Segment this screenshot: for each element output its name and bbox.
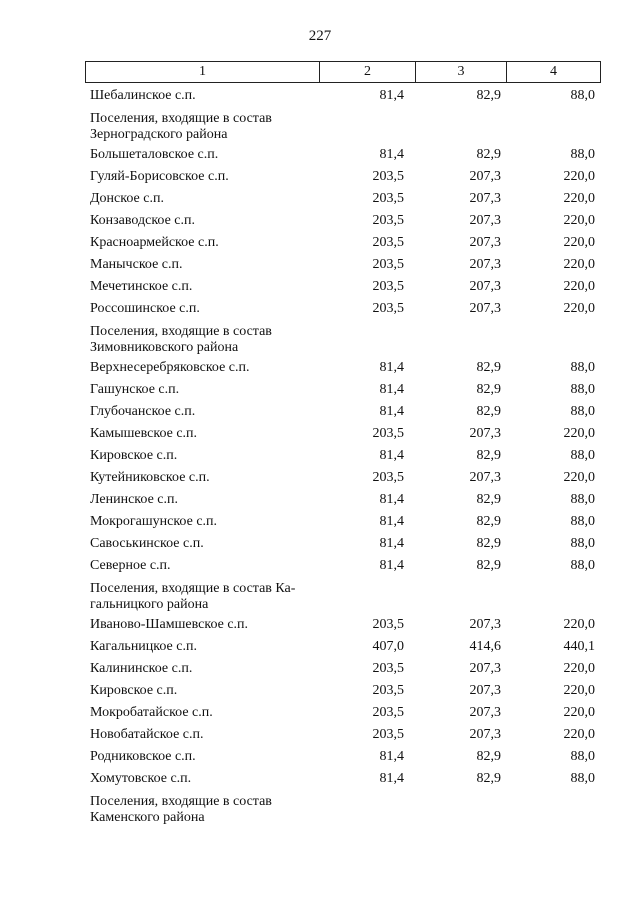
section-heading: Поселения, входящие в состав Зимовниковского района [90,324,272,355]
value-c4: 88,0 [570,382,595,397]
value-c3: 82,9 [476,749,501,764]
value-c2: 81,4 [379,88,404,103]
value-c3: 207,3 [469,169,501,184]
table-row [85,746,600,768]
table-row [85,511,600,533]
value-c4: 220,0 [563,235,595,250]
value-c3: 82,9 [476,771,501,786]
table-row [85,636,600,658]
settlement-name: Донское с.п. [90,191,164,206]
section-heading: Поселения, входящие в состав Каменского района [90,794,272,825]
value-c4: 220,0 [563,426,595,441]
settlement-name: Кагальницкое с.п. [90,639,197,654]
value-c4: 220,0 [563,470,595,485]
value-c4: 88,0 [570,404,595,419]
value-c3: 82,9 [476,147,501,162]
value-c2: 81,4 [379,147,404,162]
value-c3: 207,3 [469,470,501,485]
value-c4: 220,0 [563,705,595,720]
value-c4: 88,0 [570,558,595,573]
table-header [85,61,601,83]
settlement-name: Родниковское с.п. [90,749,196,764]
table-body [85,85,600,827]
section-heading: Поселения, входящие в состав Зерноградского района [90,111,272,142]
value-c2: 81,4 [379,448,404,463]
settlement-name: Кировское с.п. [90,683,178,698]
value-c2: 203,5 [372,191,404,206]
value-c3: 207,3 [469,301,501,316]
settlement-name: Новобатайское с.п. [90,727,204,742]
value-c2: 81,4 [379,360,404,375]
value-c4: 88,0 [570,492,595,507]
value-c4: 88,0 [570,514,595,529]
settlement-name: Хомутовское с.п. [90,771,192,786]
table-row [85,232,600,254]
value-c2: 203,5 [372,426,404,441]
page-number: 227 [308,28,332,44]
value-c2: 81,4 [379,382,404,397]
value-c2: 203,5 [372,470,404,485]
value-c2: 203,5 [372,279,404,294]
settlement-name: Красноармейское с.п. [90,235,219,250]
settlement-name: Ленинское с.п. [90,492,178,507]
column-header-2: 2 [320,62,416,83]
settlement-name: Савоськинское с.п. [90,536,204,551]
table-row [85,379,600,401]
value-c2: 203,5 [372,257,404,272]
value-c2: 81,4 [379,514,404,529]
settlement-name: Иваново-Шамшевское с.п. [90,617,249,632]
settlement-name: Гашунское с.п. [90,382,180,397]
value-c4: 88,0 [570,536,595,551]
value-c3: 82,9 [476,448,501,463]
value-c4: 220,0 [563,301,595,316]
section-heading-row [85,790,600,827]
table-row [85,276,600,298]
value-c2: 81,4 [379,536,404,551]
table-row [85,555,600,577]
table-row [85,298,600,320]
value-c4: 88,0 [570,771,595,786]
value-c2: 203,5 [372,169,404,184]
section-heading-row [85,107,600,144]
value-c4: 220,0 [563,683,595,698]
value-c3: 82,9 [476,558,501,573]
settlement-name: Мокробатайское с.п. [90,705,213,720]
value-c2: 81,4 [379,749,404,764]
table-row [85,210,600,232]
value-c3: 82,9 [476,360,501,375]
value-c3: 82,9 [476,536,501,551]
value-c3: 207,3 [469,235,501,250]
value-c2: 203,5 [372,705,404,720]
table-row [85,357,600,379]
settlement-name: Камышевское с.п. [90,426,198,441]
value-c4: 220,0 [563,257,595,272]
table-row [85,85,600,107]
column-header-4: 4 [507,62,601,83]
section-heading-row [85,320,600,357]
table-row [85,702,600,724]
value-c2: 203,5 [372,727,404,742]
table-row [85,680,600,702]
settlement-name: Кировское с.п. [90,448,178,463]
settlement-name: Кутейниковское с.п. [90,470,210,485]
value-c3: 207,3 [469,426,501,441]
value-c3: 207,3 [469,705,501,720]
settlement-name: Шебалинское с.п. [90,88,196,103]
settlement-name: Россошинское с.п. [90,301,200,316]
settlement-name: Манычское с.п. [90,257,183,272]
table-row [85,768,600,790]
value-c4: 220,0 [563,169,595,184]
settlement-name: Большеталовское с.п. [90,147,219,162]
value-c3: 207,3 [469,683,501,698]
value-c2: 81,4 [379,771,404,786]
value-c2: 203,5 [372,235,404,250]
value-c4: 88,0 [570,360,595,375]
value-c3: 207,3 [469,191,501,206]
value-c3: 82,9 [476,404,501,419]
table-row [85,489,600,511]
table-row [85,614,600,636]
value-c4: 220,0 [563,191,595,206]
settlement-name: Северное с.п. [90,558,171,573]
value-c2: 203,5 [372,301,404,316]
value-c2: 203,5 [372,683,404,698]
value-c4: 220,0 [563,617,595,632]
value-c3: 207,3 [469,661,501,676]
section-heading-row [85,577,600,614]
value-c4: 440,1 [563,639,595,654]
section-heading: Поселения, входящие в состав Ка- гальницкого района [90,581,296,612]
value-c4: 88,0 [570,448,595,463]
value-c4: 88,0 [570,88,595,103]
table-row [85,423,600,445]
table-row [85,188,600,210]
table-row [85,254,600,276]
settlement-name: Гуляй-Борисовское с.п. [90,169,229,184]
settlement-name: Мечетинское с.п. [90,279,193,294]
value-c3: 82,9 [476,382,501,397]
table-row [85,467,600,489]
table-row [85,658,600,680]
table-row [85,724,600,746]
value-c4: 220,0 [563,213,595,228]
settlement-name: Верхнесеребряковское с.п. [90,360,250,375]
value-c4: 220,0 [563,727,595,742]
value-c3: 414,6 [469,639,501,654]
value-c3: 207,3 [469,213,501,228]
table-row [85,144,600,166]
table-row [85,166,600,188]
settlement-name: Глубочанское с.п. [90,404,196,419]
value-c4: 220,0 [563,661,595,676]
settlement-name: Калининское с.п. [90,661,193,676]
value-c3: 207,3 [469,727,501,742]
value-c2: 203,5 [372,617,404,632]
table-row [85,445,600,467]
value-c4: 88,0 [570,749,595,764]
settlement-name: Мокрогашунское с.п. [90,514,218,529]
value-c4: 88,0 [570,147,595,162]
value-c3: 82,9 [476,514,501,529]
value-c3: 82,9 [476,88,501,103]
table-row [85,533,600,555]
table-row [85,401,600,423]
value-c3: 207,3 [469,617,501,632]
value-c4: 220,0 [563,279,595,294]
value-c3: 207,3 [469,279,501,294]
value-c2: 203,5 [372,213,404,228]
value-c2: 203,5 [372,661,404,676]
value-c3: 82,9 [476,492,501,507]
value-c2: 407,0 [372,639,404,654]
value-c3: 207,3 [469,257,501,272]
value-c2: 81,4 [379,558,404,573]
column-header-3: 3 [416,62,507,83]
column-header-1: 1 [86,62,320,83]
settlement-name: Конзаводское с.п. [90,213,196,228]
value-c2: 81,4 [379,404,404,419]
value-c2: 81,4 [379,492,404,507]
